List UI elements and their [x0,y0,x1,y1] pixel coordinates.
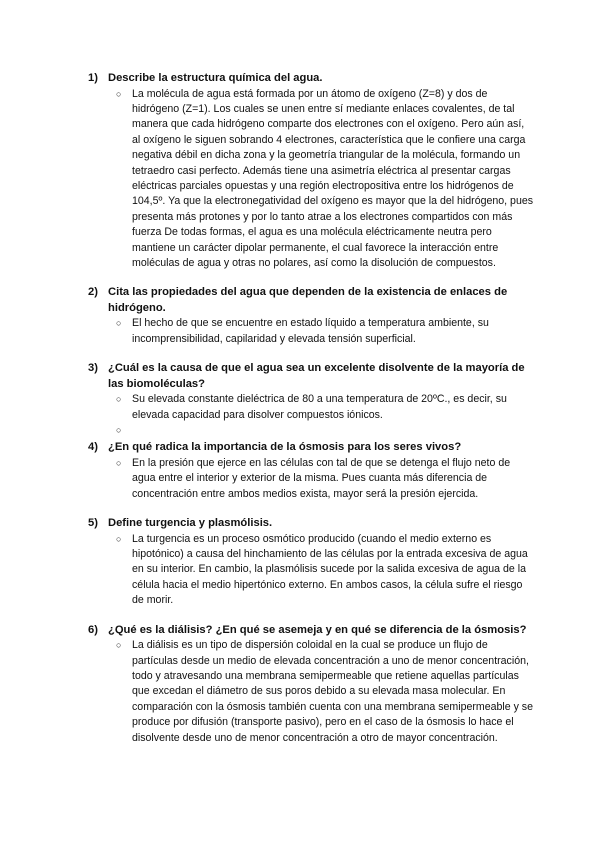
answer-list [88,316,540,347]
question-heading [88,440,540,456]
question-number: 2) [88,286,98,299]
hollow-circle-bullet-icon: ○ [116,88,122,99]
answer-item [116,87,540,272]
answer-text: La diálisis es un tipo de dispersión coloidal en la cual se produce un flujo de partículas desde un medio de elevada concentración a uno de menor concentración, todo y atravesando una membrana semipermeable que retiene aquellas partículas que excedan el diámetro de sus poros debido a su elevada masa molecular. En comparación con la ósmosis también cuenta con una membrana semipermeable y se produce por difusión (transporte pasivo), pero en el caso de la ósmosis lo hace el disolvente desde uno de menor concentración a otro de mayor concentración. [132,639,534,744]
answer-item [116,316,540,347]
answer-list [88,392,540,438]
answer-list [88,638,540,746]
answer-text: Su elevada constante dieléctrica de 80 a una temperatura de 20ºC., es decir, su elevada capacidad para disolver compuestos iónicos. [132,393,507,421]
hollow-circle-bullet-icon: ○ [116,533,122,544]
answer-text: En la presión que ejerce en las células con tal de que se detenga el flujo neto de agua entre el interior y exterior de la misma. Pues cuanta más diferencia de concentración entre ambos medios exista, mayor será la presión ejercida. [132,456,511,500]
question-title: ¿Cuál es la causa de que el agua sea un excelente disolvente de la mayoría de las biomoléculas? [108,362,525,390]
hollow-circle-bullet-icon: ○ [116,457,122,468]
answer-list [88,87,540,272]
question-number: 4) [88,441,98,454]
question-heading [88,71,540,87]
question-heading [88,623,540,639]
question-4 [88,440,540,502]
question-title: ¿Qué es la diálisis? ¿En qué se asemeja y en qué se diferencia de la ósmosis? [108,623,527,636]
answer-list [88,456,540,502]
hollow-circle-bullet-icon: ○ [116,394,122,405]
answer-item [116,532,540,609]
question-heading [88,285,540,316]
hollow-circle-bullet-icon: ○ [116,425,122,435]
question-title: Describe la estructura química del agua. [108,72,323,84]
question-3 [88,361,540,438]
answer-text [132,423,540,438]
answer-item [116,456,540,502]
question-2 [88,285,540,347]
question-6 [88,623,540,746]
question-1 [88,71,540,271]
answer-item [116,392,540,423]
question-heading [88,516,540,532]
answer-item [116,638,540,746]
answer-text: La molécula de agua está formada por un átomo de oxígeno (Z=8) y dos de hidrógeno (Z=1). Los cuales se unen entre sí mediante enlaces covalentes, de tal manera que cada hidrógeno comparte dos electrones con el oxígeno. Pero aún así, al oxígeno le siguen sobrando 4 electrones, característica que le confiere una carga negativa débil en dicha zona y la geometría triangular de la molécula, formando un tetraedro casi perfecto. Además tiene una asimetría eléctrica al presentar cargas eléctricas parciales opuestas y una región electropositiva entre los hidrógenos de 104,5º. Ya que la electronegatividad del oxígeno es mayor que la del hidrógeno, pues presenta más protones y por lo tanto atrae a los electrones compartidos con más fuerza De todas formas, el agua es una molécula eléctricamente neutra pero mantiene un carácter dipolar permanente, el cual favorece la interacción entre moléculas de agua y otras no polares, así como la disolución de compuestos. [132,87,534,269]
question-title: ¿En qué radica la importancia de la ósmosis para los seres vivos? [108,441,462,454]
question-number: 1) [88,72,98,84]
question-number: 6) [88,623,98,636]
question-5 [88,516,540,609]
answer-item-empty [116,423,540,438]
hollow-circle-bullet-icon: ○ [116,318,122,329]
question-number: 3) [88,362,98,375]
answer-text: El hecho de que se encuentre en estado líquido a temperatura ambiente, su incomprensibilidad, capilaridad y elevada tensión superficial. [132,317,489,345]
hollow-circle-bullet-icon: ○ [116,640,122,651]
question-title: Define turgencia y plasmólisis. [108,517,273,530]
question-heading [88,361,540,392]
question-title: Cita las propiedades del agua que dependen de la existencia de enlaces de hidrógeno. [108,286,508,314]
answer-list [88,532,540,609]
question-number: 5) [88,517,98,530]
answer-text: La turgencia es un proceso osmótico producido (cuando el medio externo es hipotónico) a causa del hinchamiento de las células por la entrada excesiva de agua en su interior. En cambio, la plasmólisis sucede por la salida excesiva de agua de la célula hacia el medio hipertónico externo. En ambos casos, la célula sufre el riesgo de morir. [132,532,528,607]
